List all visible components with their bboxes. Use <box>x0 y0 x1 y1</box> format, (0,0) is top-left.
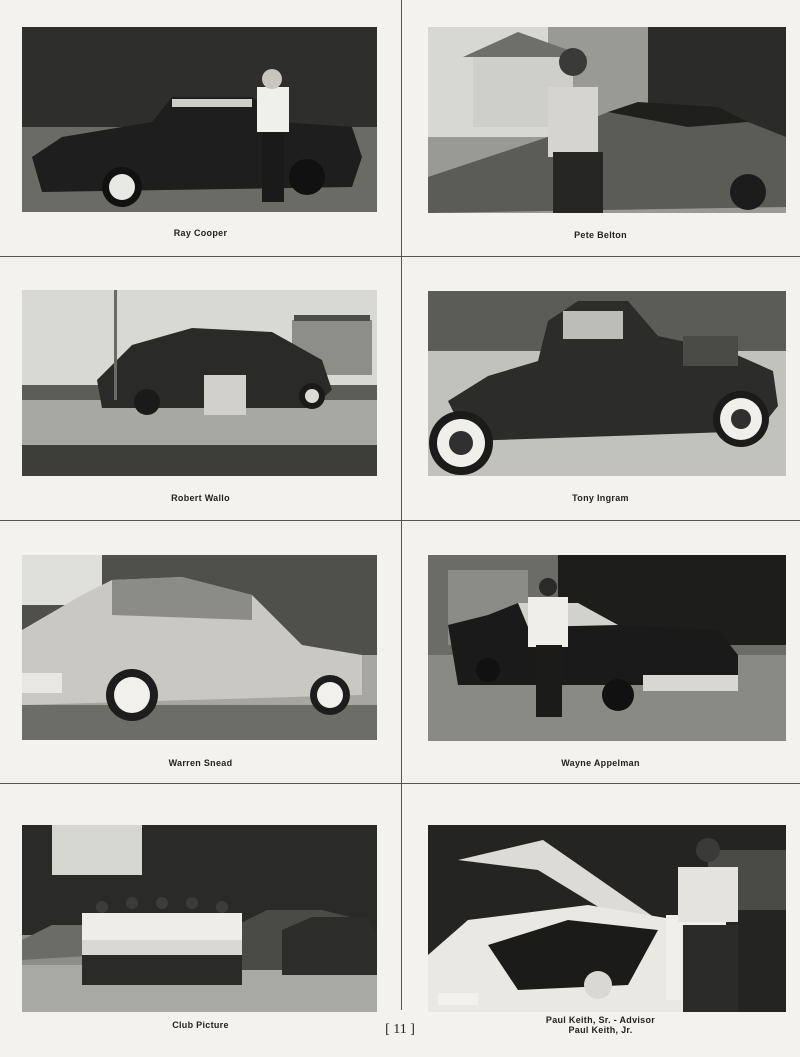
caption-tony-ingram: Tony Ingram <box>572 493 629 503</box>
caption-robert-wallo: Robert Wallo <box>171 493 230 503</box>
page-number: [ 11 ] <box>385 1022 415 1037</box>
caption-paul-keith-jr: Paul Keith, Jr. <box>568 1025 633 1035</box>
photo-club-picture <box>22 825 377 1012</box>
row-divider-1 <box>0 256 800 257</box>
photo-warren-snead <box>22 555 377 740</box>
photo-robert-wallo <box>22 290 377 476</box>
caption-wayne-appelman: Wayne Appelman <box>561 758 640 768</box>
row-divider-3 <box>0 783 800 784</box>
caption-warren-snead: Warren Snead <box>168 758 233 768</box>
caption-ray-cooper: Ray Cooper <box>173 228 228 238</box>
caption-pete-belton: Pete Belton <box>574 230 627 240</box>
caption-club-picture: Club Picture <box>172 1020 229 1030</box>
photo-pete-belton <box>428 27 786 213</box>
photo-tony-ingram <box>428 291 786 476</box>
center-divider <box>401 0 402 1010</box>
photo-wayne-appelman <box>428 555 786 741</box>
row-divider-2 <box>0 520 800 521</box>
photo-paul-keith <box>428 825 786 1012</box>
caption-paul-keith-sr: Paul Keith, Sr. - Advisor <box>545 1015 656 1025</box>
photo-ray-cooper <box>22 27 377 212</box>
